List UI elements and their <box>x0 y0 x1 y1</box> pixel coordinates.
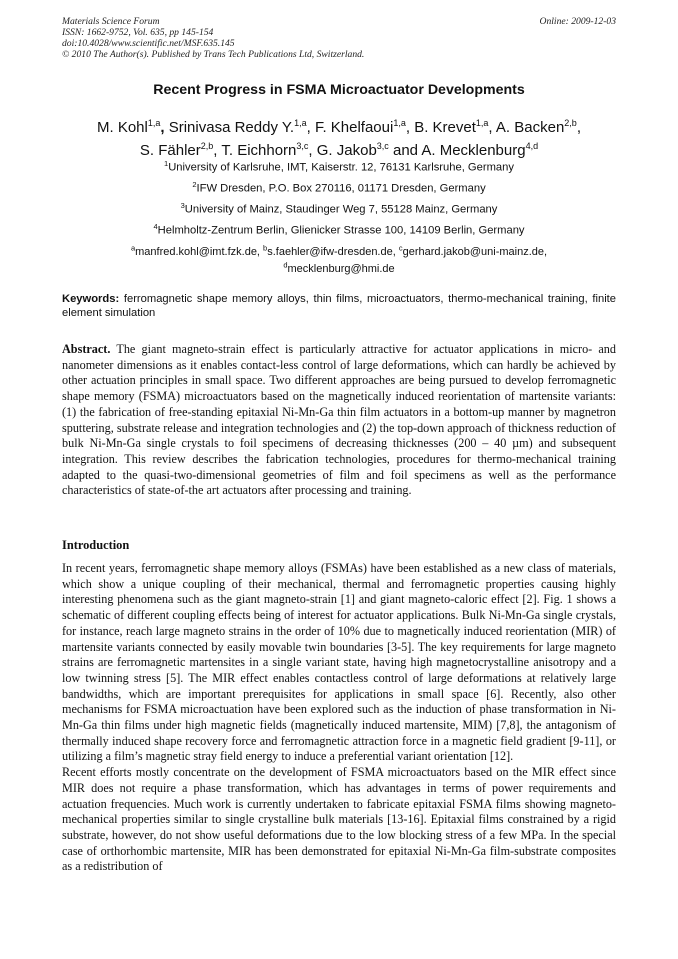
author: T. Eichhorn$^{3,c}$, <box>221 141 317 159</box>
journal-header <box>62 16 616 60</box>
email[interactable]: $^c$gerhard.jakob@uni-mainz.de, <box>398 243 548 258</box>
author: B. Krevet$^{1,a}$, <box>414 118 496 136</box>
keywords-label: Keywords: <box>62 293 120 305</box>
author: S. Fähler$^{2,b}$, <box>139 141 222 159</box>
author: Srinivasa Reddy Y.$^{1,a}$, <box>168 118 315 136</box>
paragraph: In recent years, ferromagnetic shape memory alloys (FSMAs) have been established as a new class of materials, which show a unique coupling of their mechanical, thermal and ferromagnetic properties causing highly interesting phenomena such as the giant magneto-strain [1] and giant magneto-caloric effect [2]. Fig. 1 shows a schematic of different coupling effects being of interest for actuator applications. Bulk Ni-Mn-Ga single crystals, for instance, reach large magneto strains in the order of 10% due to magnetically induced reorientation (MIR) of martensite variants connected by easily movable twin boundaries [3-5]. The key requirements for large magneto strains are ferromagnetic martensites in a single variant state, having high magnetocrystalline anisotropy and a low twinning stress [5]. The MIR effect enables contactless control of large deformations at relatively large bandwidths, which are important prerequisites for applications in small space [6]. Recently, also other mechanisms for FSMA microactuation have been explored such as the induction of phase transformation in Ni-Mn-Ga thin films under high magnetic fields (magnetically induced martensite, MIM) [7,8], the antagonism of thermally induced shape recovery force and ferromagnetic attraction force in a magnetic field gradient [9-11], or utilizing a film’s magnetic stray field energy to induce a preferential variant orientation [12]. <box>62 561 616 764</box>
author: M. Kohl$^{1,a}$, <box>97 118 169 136</box>
copyright-line: © 2010 The Author(s). Published by Trans Tech Publications Ltd, Switzerland. <box>62 49 365 60</box>
affiliation: $^3$University of Mainz, Staudinger Weg 7, 55128 Mainz, Germany <box>180 201 498 216</box>
email[interactable]: $^d$mecklenburg@hmi.de <box>283 260 395 276</box>
abstract-text: The giant magneto-strain effect is particularly attractive for actuator applications in micro- and nanometer dimensions as it enables contact-less control of large deformations, which can hardly be achieved by other actuation principles in small space. Two different approaches are being pursued to develop ferromagnetic shape memory (FSMA) microactuators based on the magnetically induced reorientation of martensite variants: (1) the fabrication of free-standing epitaxial Ni-Mn-Ga thin film actuators in a bottom-up manner by magnetron sputtering, substrate release and integration technologies and (2) the top-down approach of thickness reduction of bulk Ni-Mn-Ga single crystals to foil specimens of decreasing thicknesses (200 – 40 µm) and subsequent integration. This review describes the fabrication technologies, procedures for thermo-mechanical training adapted to the quasi-two-dimensional geometries of film and foil specimens as well as the performance characteristics of state-of-the art actuators after processing and training. <box>62 342 616 498</box>
paragraph: Recent efforts mostly concentrate on the development of FSMA microactuators based on the MIR effect since MIR does not require a phase transformation, which has advantages in terms of power requirements and actuation frequencies. Much work is currently undertaken to fabricate epitaxial FSMA films showing magneto-mechanical properties similar to single crystalline bulk materials [13-16]. Epitaxial films constrained by a rigid substrate, however, do not show useful deformations due to the low blocking stress of a few MPa. In the special case of orthorhombic martensite, MIR has been demonstrated for epitaxial Ni-Mn-Ga film-substrate composites as a redistribution of <box>62 765 616 874</box>
introduction-body <box>62 561 616 875</box>
abstract-label: Abstract. <box>62 342 111 356</box>
online-date: Online: 2009-12-03 <box>539 16 616 27</box>
doi-line: doi:10.4028/www.scientific.net/MSF.635.145 <box>62 38 235 49</box>
author: A. Backen$^{2,b}$, <box>495 118 581 136</box>
email[interactable]: $^a$manfred.kohl@imt.fzk.de, <box>130 243 264 258</box>
section-heading: Introduction <box>62 538 130 552</box>
affiliation: $^1$University of Karlsruhe, IMT, Kaiserstr. 12, 76131 Karlsruhe, Germany <box>164 159 514 174</box>
abstract <box>62 342 616 499</box>
email[interactable]: $^b$s.faehler@ifw-dresden.de, <box>263 243 399 258</box>
affiliation: $^2$IFW Dresden, P.O. Box 270116, 01171 Dresden, Germany <box>192 180 486 195</box>
paper-title: Recent Progress in FSMA Microactuator Developments <box>153 82 525 98</box>
keywords <box>62 292 616 320</box>
keywords-text: ferromagnetic shape memory alloys, thin films, microactuators, thermo-mechanical training, finite element simulation <box>62 293 617 319</box>
email-list <box>62 241 616 276</box>
author: A. Mecklenburg$^{4,d}$ <box>421 141 539 159</box>
author: F. Khelfaoui$^{1,a}$, <box>314 118 415 136</box>
affiliation: $^4$Helmholtz-Zentrum Berlin, Glienicker Strasse 100, 14109 Berlin, Germany <box>153 222 525 237</box>
author: G. Jakob$^{3,c}$ and <box>316 141 422 159</box>
issn-line: ISSN: 1662-9752, Vol. 635, pp 145-154 <box>62 27 214 38</box>
journal-name: Materials Science Forum <box>62 16 160 27</box>
author-list <box>62 114 616 160</box>
